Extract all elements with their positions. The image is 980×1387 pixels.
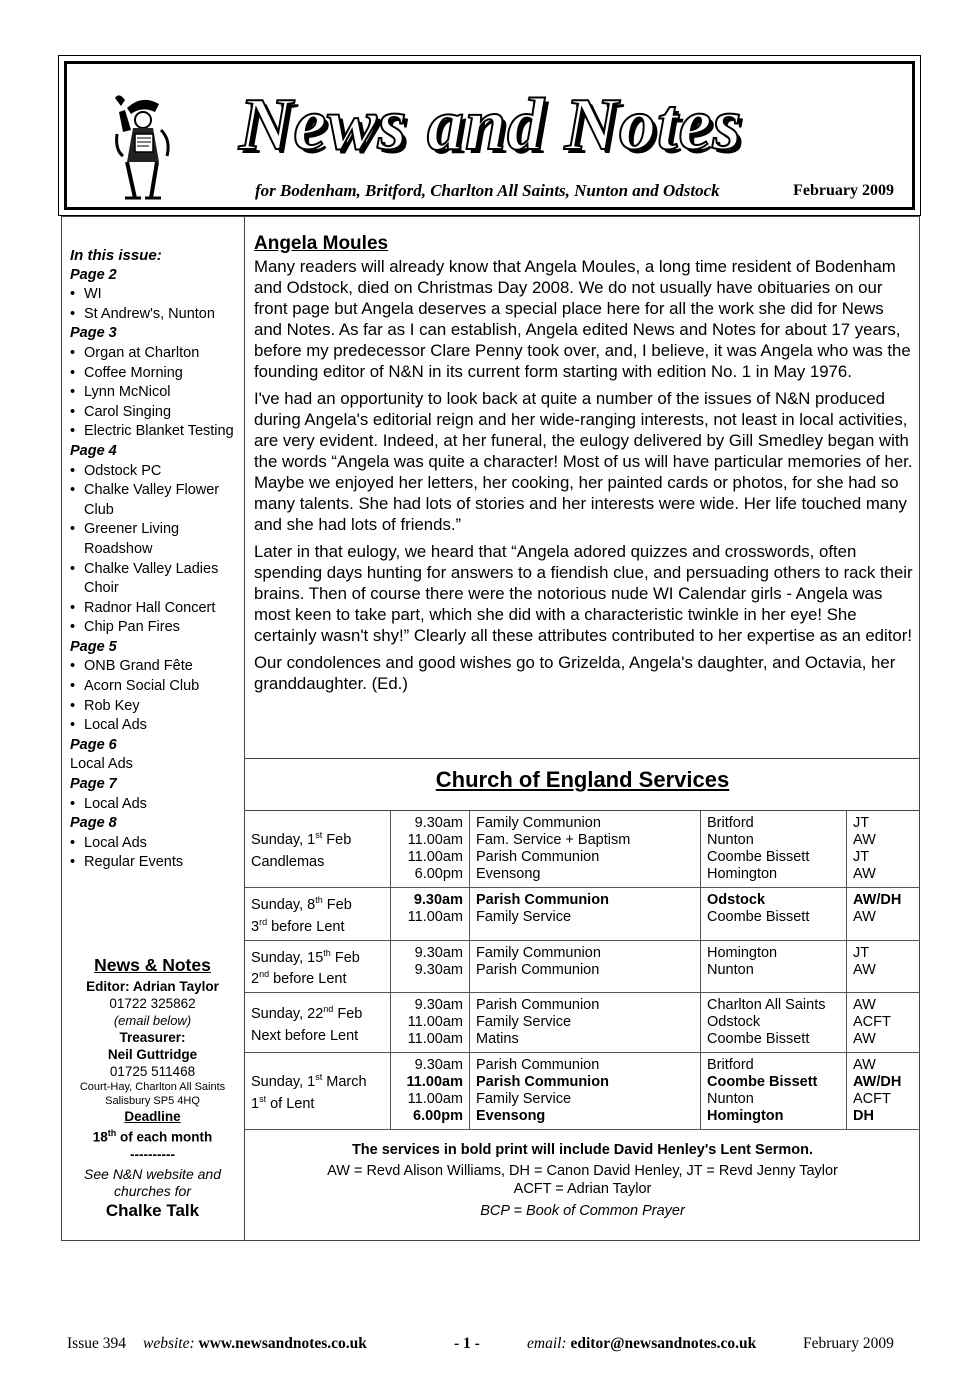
- service-officiant-cell: [847, 1053, 921, 1130]
- service-time-cell: [391, 1053, 470, 1130]
- service-church: Coombe Bissett: [707, 1074, 818, 1091]
- services-title: Church of England Services: [435, 767, 730, 792]
- service-name: Parish Communion: [476, 997, 600, 1014]
- service-time: 11.00am: [407, 1031, 463, 1048]
- contents-item: • Regular Events: [70, 853, 242, 873]
- contents-item: • Odstock PC: [70, 462, 242, 482]
- treasurer-name: Neil Guttridge: [107, 1047, 198, 1062]
- service-name: Parish Communion: [476, 961, 600, 978]
- page-heading: Page 2: [70, 266, 117, 283]
- bcp-note: BCP = Book of Common Prayer: [480, 1203, 685, 1219]
- service-officiant: AW/DH: [853, 892, 902, 908]
- service-time: 9.30am: [414, 1057, 463, 1074]
- service-name: Parish Communion: [476, 892, 609, 908]
- in-this-issue-heading: In this issue:: [70, 247, 162, 264]
- footer-website: website: www.newsandnotes.co.uk: [143, 1335, 367, 1352]
- service-name-cell: [470, 811, 701, 888]
- service-time: 9.30am: [414, 944, 463, 961]
- in-this-issue: [70, 246, 242, 873]
- service-officiant-cell: [847, 993, 921, 1053]
- masthead-date: February 2009: [793, 182, 894, 199]
- footer-email: email: editor@newsandnotes.co.uk: [527, 1335, 757, 1352]
- service-name: Fam. Service + Baptism: [476, 832, 631, 848]
- service-church-cell: [701, 888, 847, 941]
- service-officiant: AW: [853, 1031, 876, 1048]
- service-row: [245, 811, 920, 888]
- service-time: 9.30am: [414, 815, 463, 831]
- contact-title: News & Notes: [94, 955, 211, 975]
- masthead-title: News and Notes: [239, 84, 743, 166]
- service-church: Coombe Bissett: [707, 849, 810, 865]
- page-heading: Page 6: [70, 736, 117, 753]
- contents-item: • Local Ads: [70, 834, 242, 854]
- bold-print-note: The services in bold print will include David Henley's Lent Sermon.: [351, 1142, 814, 1158]
- email-note: (email below): [113, 1013, 192, 1028]
- contents-item: • Chalke Valley Flower Club: [70, 481, 242, 520]
- footer-page-number: - 1 -: [454, 1335, 480, 1352]
- service-time-cell: [391, 940, 470, 993]
- service-name: Parish Communion: [476, 849, 600, 865]
- editor-phone: 01722 325862: [109, 996, 196, 1011]
- treasurer-phone: 01725 511468: [109, 1064, 196, 1079]
- service-officiant: JT: [853, 944, 870, 961]
- service-church: Odstock: [707, 892, 766, 908]
- service-time: 11.00am: [407, 832, 463, 848]
- contents-item: • St Andrew's, Nunton: [70, 305, 242, 325]
- contents-item: • WI: [70, 285, 242, 305]
- service-church: Britford: [707, 815, 754, 831]
- service-name: Family Communion: [476, 815, 601, 831]
- contents-item: • Carol Singing: [70, 403, 242, 423]
- service-church: Nunton: [707, 1091, 754, 1108]
- page-heading: Page 5: [70, 638, 117, 655]
- service-date: Sunday, 8th Feb 3rd before Lent: [245, 888, 391, 941]
- service-name-cell: [470, 1053, 701, 1130]
- service-time: 11.00am: [407, 1091, 463, 1108]
- service-church-cell: [701, 940, 847, 993]
- contact-box: [64, 957, 241, 1219]
- service-officiant: AW: [853, 961, 876, 978]
- footer-date: February 2009: [803, 1335, 894, 1352]
- service-time: 11.00am: [407, 849, 463, 865]
- services-table: [245, 811, 920, 1130]
- service-time-cell: [391, 993, 470, 1053]
- service-name: Parish Communion: [476, 1057, 600, 1074]
- service-church: Homington: [707, 1108, 784, 1125]
- website-link[interactable]: www.newsandnotes.co.uk: [198, 1335, 367, 1352]
- service-time: 11.00am: [406, 1074, 463, 1091]
- contents-item: • Chalke Valley Ladies Choir: [70, 560, 242, 599]
- article-paragraph: Later in that eulogy, we heard that “Angela adored quizzes and crosswords, often spending days hunting for answers to a fiendish clue, and persuading others to rack their brains. Then of course there were the notorious nude WI Calendar girls - Angela was most keen to take part, which she did with a characteristic twinkle in her eye! She certainly wasn't shy!” Clearly all these attributes contributed to her expertise as an editor!: [254, 542, 913, 645]
- service-name: Family Service: [476, 1014, 572, 1031]
- service-time: 9.30am: [414, 961, 463, 978]
- contents-list: [70, 834, 242, 873]
- initials-key-2: ACFT = Adrian Taylor: [513, 1181, 652, 1197]
- service-row: [245, 993, 920, 1053]
- service-officiant: AW: [853, 866, 876, 882]
- contents-item: • Local Ads: [70, 716, 242, 736]
- page-heading: Page 3: [70, 325, 117, 342]
- service-name-cell: [470, 940, 701, 993]
- service-date: Sunday, 22nd Feb Next before Lent: [245, 993, 391, 1053]
- page-heading: Page 8: [70, 815, 117, 832]
- contents-item: • Greener Living Roadshow: [70, 520, 242, 559]
- service-church-cell: [701, 811, 847, 888]
- contents-list: [70, 795, 242, 815]
- service-name: Evensong: [476, 866, 541, 882]
- services-notes: [245, 1141, 920, 1220]
- service-church: Nunton: [707, 832, 754, 848]
- masthead: [58, 55, 921, 216]
- article-paragraph: I've had an opportunity to look back at quite a number of the issues of N&N produced during Angela's editorial reign and her wide-ranging interests, not least in local activities, are very evident. Indeed, at her funeral, the eulogy delivered by Gill Smedley began with the words “Angela was quite a character! Most of us will have particular memories of her. Maybe we enjoyed her letters, her cooking, her painted cards or photos, for she had so many talents. She had lots of stories and her interests were wide. Her life touched many and she had lots of friends.”: [254, 389, 913, 534]
- service-church: Odstock: [707, 1014, 761, 1031]
- contents-item: • Radnor Hall Concert: [70, 599, 242, 619]
- email-link[interactable]: editor@newsandnotes.co.uk: [570, 1335, 757, 1352]
- service-church: Coombe Bissett: [707, 1031, 810, 1048]
- contents-item: • Local Ads: [70, 795, 242, 815]
- service-officiant: AW: [853, 1057, 876, 1074]
- article-paragraph: Our condolences and good wishes go to Grizelda, Angela's daughter, and Octavia, her granddaughter. (Ed.): [254, 653, 896, 693]
- service-officiant: AW: [853, 909, 876, 925]
- address-line-2: Salisbury SP5 4HQ: [105, 1095, 200, 1107]
- service-officiant: AW: [853, 997, 876, 1014]
- see-website-text: See N&N website and churches for: [84, 1165, 221, 1199]
- contents-item: • ONB Grand Fête: [70, 657, 242, 677]
- service-name-cell: [470, 888, 701, 941]
- service-officiant: DH: [853, 1108, 874, 1125]
- service-time: 6.00pm: [414, 866, 463, 882]
- service-time: 9.30am: [414, 997, 463, 1014]
- service-officiant: JT: [853, 815, 870, 831]
- service-time: 11.00am: [407, 1014, 463, 1031]
- editor-label: Editor: Adrian Taylor: [86, 979, 219, 994]
- service-church: Coombe Bissett: [707, 909, 810, 925]
- service-church-cell: [701, 993, 847, 1053]
- service-church: Homington: [707, 866, 778, 882]
- contents-item: Local Ads: [70, 756, 133, 773]
- service-name: Parish Communion: [476, 1074, 609, 1091]
- service-officiant: ACFT: [853, 1091, 891, 1108]
- service-time: 11.00am: [407, 909, 463, 925]
- service-officiant: AW/DH: [853, 1074, 902, 1091]
- service-time: 9.30am: [413, 892, 463, 908]
- contents-item: • Acorn Social Club: [70, 677, 242, 697]
- service-name-cell: [470, 993, 701, 1053]
- service-officiant-cell: [847, 940, 921, 993]
- service-row: [245, 1053, 920, 1130]
- service-officiant: JT: [853, 849, 870, 865]
- service-church: Homington: [707, 944, 778, 961]
- page-heading: Page 7: [70, 776, 117, 793]
- service-date: Sunday, 15th Feb 2nd before Lent: [245, 940, 391, 993]
- service-church: Nunton: [707, 961, 754, 978]
- service-row: [245, 940, 920, 993]
- service-name: Family Service: [476, 909, 572, 925]
- service-time-cell: [391, 888, 470, 941]
- service-name: Family Service: [476, 1091, 572, 1108]
- contents-item: • Electric Blanket Testing: [70, 422, 242, 442]
- contents-list: [70, 462, 242, 638]
- masthead-inner-border: [64, 61, 915, 210]
- service-row: [245, 888, 920, 941]
- page-heading: Page 4: [70, 442, 117, 459]
- deadline-date: 18th of each month: [92, 1128, 213, 1145]
- town-crier-icon: [101, 90, 183, 202]
- service-officiant-cell: [847, 811, 921, 888]
- address-line-1: Court-Hay, Charlton All Saints: [79, 1081, 226, 1093]
- service-church: Charlton All Saints: [707, 997, 826, 1014]
- service-name: Family Communion: [476, 944, 601, 961]
- service-church-cell: [701, 1053, 847, 1130]
- service-time-cell: [391, 811, 470, 888]
- footer-issue: Issue 394: [67, 1335, 126, 1352]
- contents-list: [70, 285, 242, 324]
- dashes: ----------: [130, 1146, 175, 1162]
- service-date: Sunday, 1st Feb Candlemas: [245, 811, 391, 888]
- service-time: 6.00pm: [413, 1108, 463, 1125]
- chalke-talk: Chalke Talk: [105, 1200, 200, 1220]
- service-name: Matins: [476, 1031, 519, 1048]
- contents-list: [70, 344, 242, 442]
- contents-item: • Lynn McNicol: [70, 383, 242, 403]
- services-top-rule: [245, 758, 920, 759]
- contents-list: [70, 657, 242, 735]
- service-officiant-cell: [847, 888, 921, 941]
- deadline-label: Deadline: [124, 1109, 181, 1124]
- contents-item: • Rob Key: [70, 697, 242, 717]
- initials-key-1: AW = Revd Alison Williams, DH = Canon David Henley, JT = Revd Jenny Taylor: [327, 1163, 838, 1179]
- service-officiant: AW: [853, 832, 876, 848]
- contents-item: • Coffee Morning: [70, 364, 242, 384]
- contents-item: • Organ at Charlton: [70, 344, 242, 364]
- contents-item: • Chip Pan Fires: [70, 618, 242, 638]
- article-angela-moules: [254, 233, 914, 700]
- masthead-subtitle: for Bodenham, Britford, Charlton All Saints, Nunton and Odstock: [255, 181, 720, 200]
- service-church: Britford: [707, 1057, 754, 1074]
- article-paragraph: Many readers will already know that Angela Moules, a long time resident of Bodenham and Odstock, died on Christmas Day 2008. We do not usually have obituaries on our front page but Angela deserves a special place here for all the work she did for News and Notes. As far as I can establish, Angela edited News and Notes for about 17 years, before my predecessor Clare Penny took over, and, I believe, it was Angela who was the founding editor of N&N in its current form starting with edition No. 1 in May 1976.: [254, 257, 911, 381]
- service-date: Sunday, 1st March 1st of Lent: [245, 1053, 391, 1130]
- article-title: Angela Moules: [254, 233, 389, 254]
- service-officiant: ACFT: [853, 1014, 891, 1031]
- service-name: Evensong: [476, 1108, 546, 1125]
- treasurer-label: Treasurer:: [119, 1030, 186, 1045]
